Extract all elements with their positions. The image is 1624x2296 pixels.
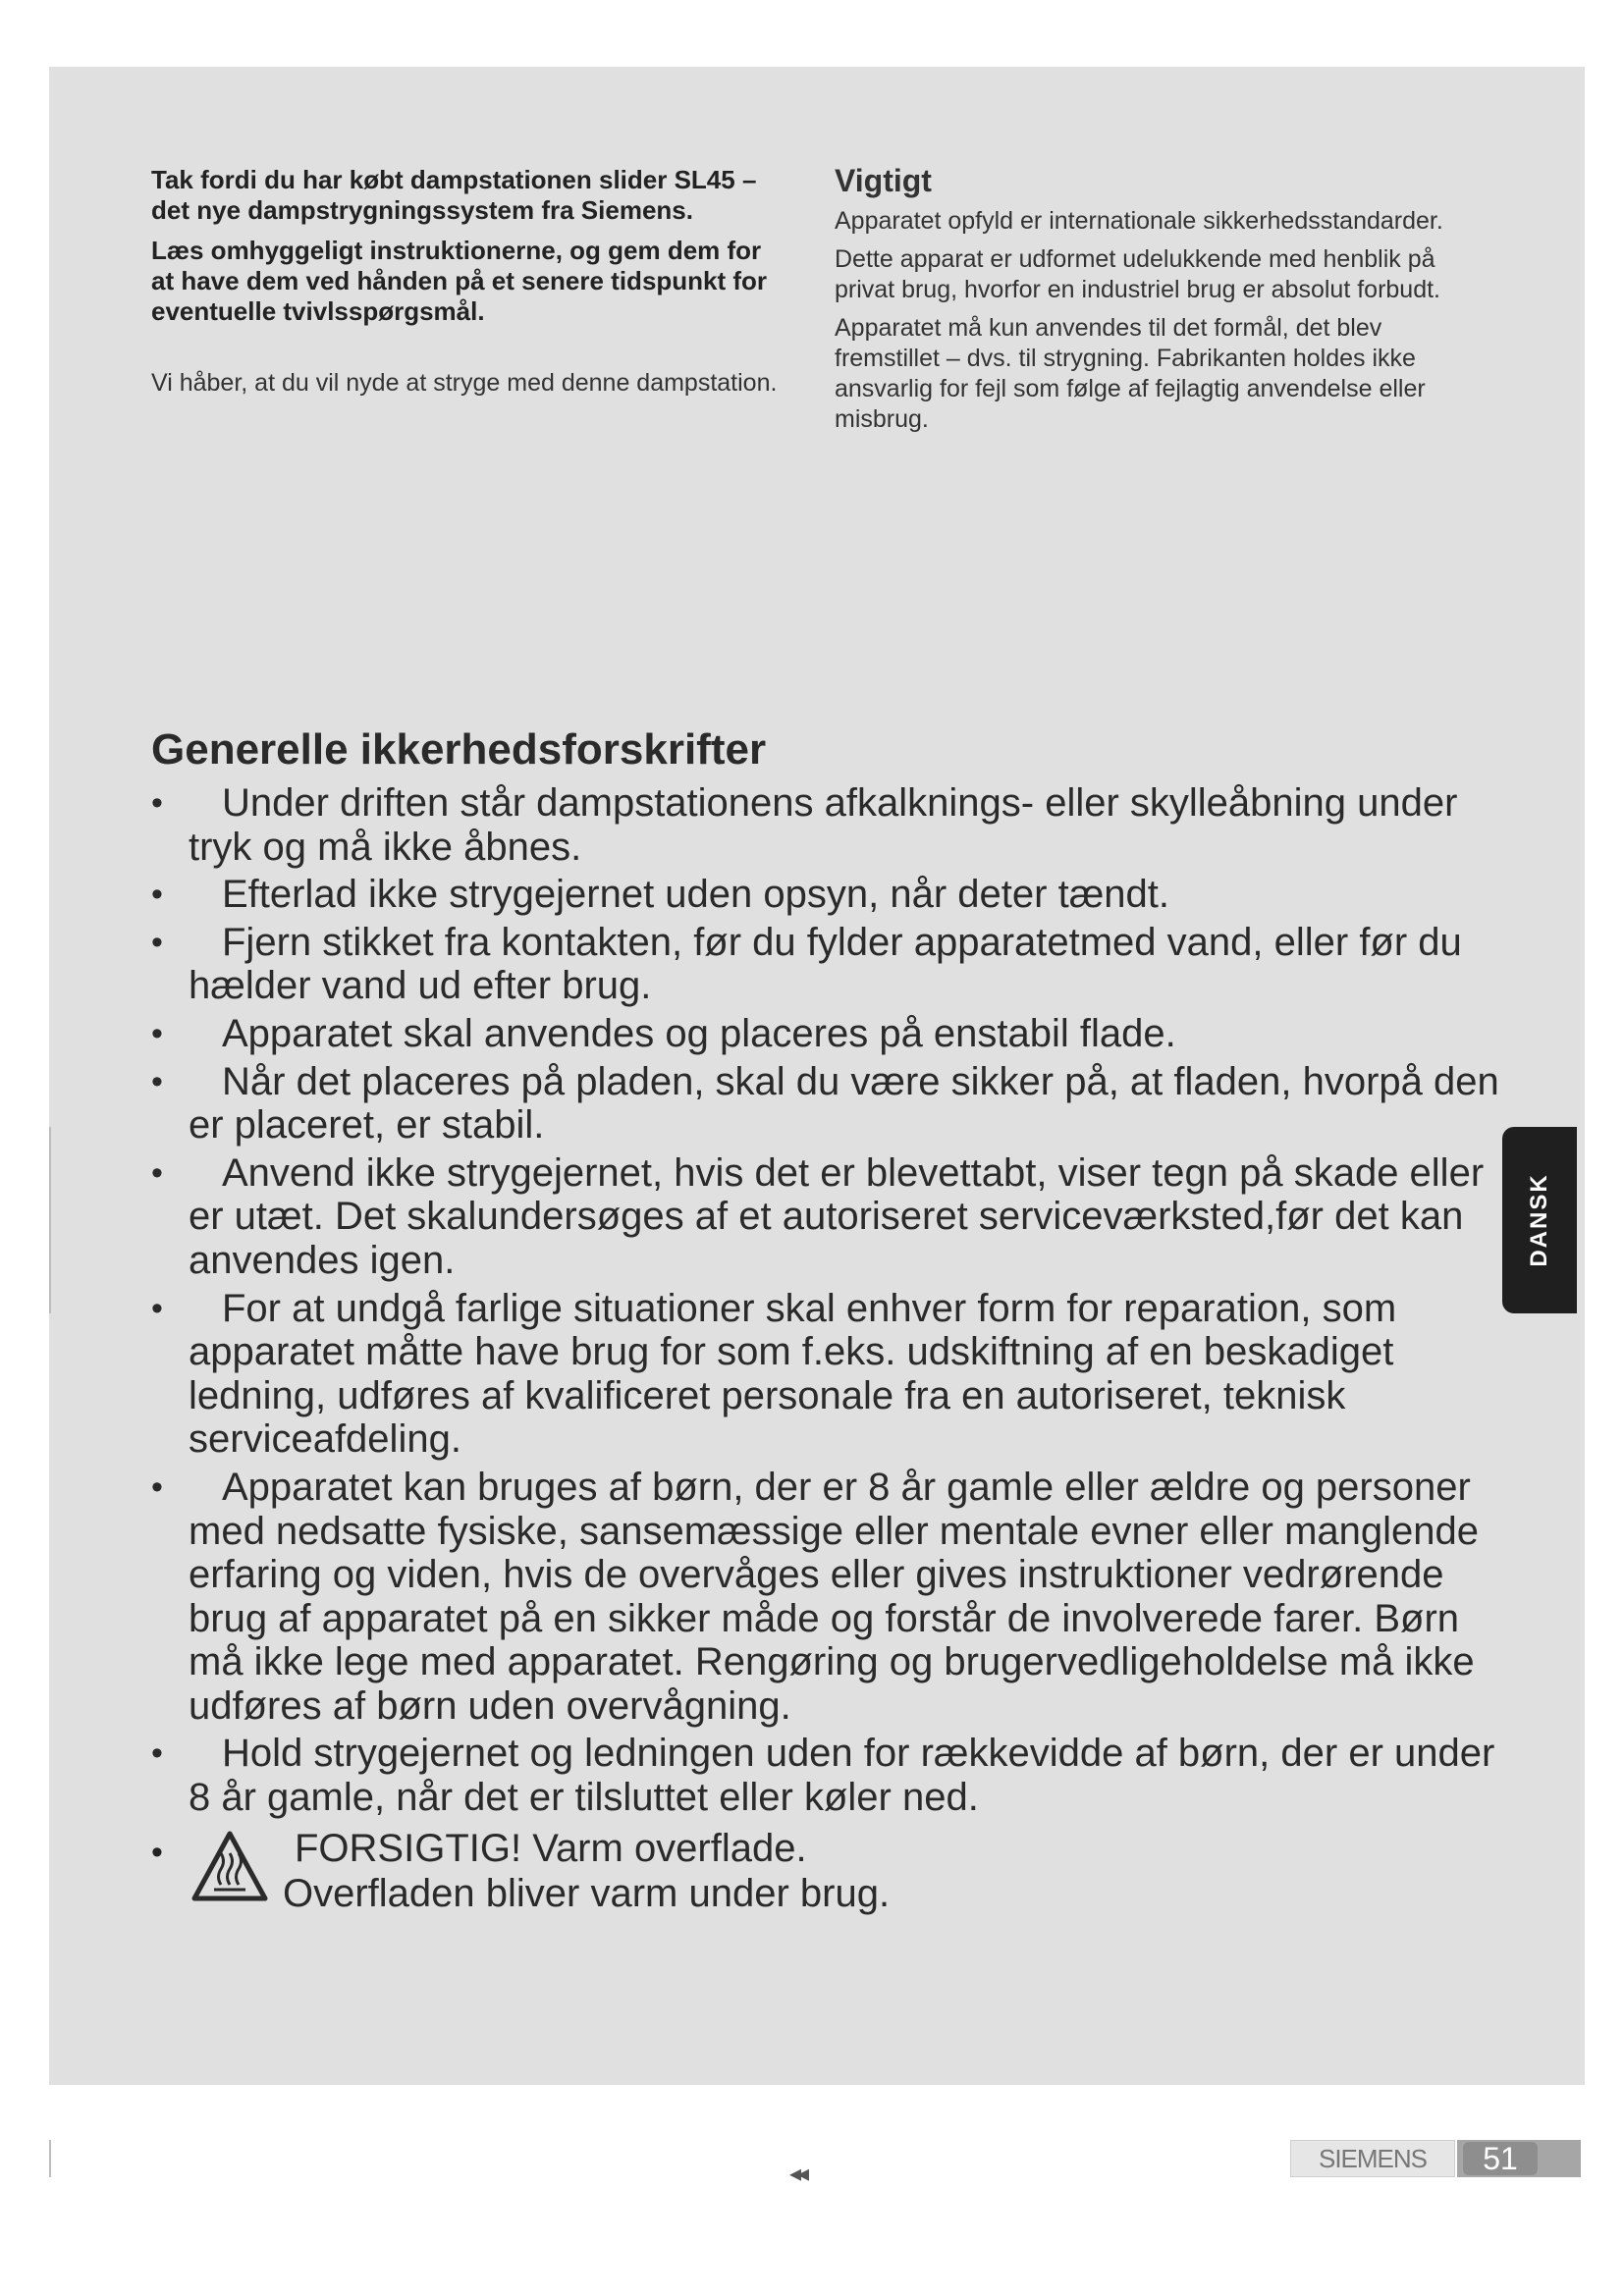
bullet-icon: • <box>151 1289 163 1327</box>
safety-rule <box>151 1466 1506 1729</box>
safety-rule <box>151 781 1506 869</box>
safety-rule-text: Når det placeres på pladen, skal du være sikker på, at fladen, hvorpå den er placeret, er stabil. <box>189 1059 1499 1148</box>
hot-surface-warning-icon <box>190 1830 269 1904</box>
left-footer-rule <box>49 2140 51 2177</box>
page-number: 51 <box>1463 2142 1538 2175</box>
safety-rule-text: Apparatet kan bruges af børn, der er 8 år gamle eller ældre og personer med nedsatte fysiske, sansemæssige eller mentale evner eller manglende erfaring og viden, hvis de overvåges eller gives instruktioner vedrørende brug af apparatet på en sikker måde og forstår de involverede farer. Børn må ikke lege med apparatet. Rengøring og brugervedligeholdelse må ikke udføres af børn uden overvågning. <box>189 1465 1480 1728</box>
safety-rule <box>151 1060 1506 1148</box>
bullet-icon: • <box>151 1833 163 1871</box>
safety-rules-list <box>151 781 1506 1820</box>
intro-thanks: Tak fordi du har købt dampstationen slider SL45 – det nye dampstrygningssystem fra Siemens. <box>151 165 757 225</box>
safety-rule <box>151 921 1506 1008</box>
safety-rule-text: Anvend ikke strygejernet, hvis det er blevettabt, viser tegn på skade eller er utæt. Det skalundersøges af et autoriseret serviceværksted,før det kan anvendes igen. <box>189 1150 1485 1282</box>
safety-rule <box>151 1732 1506 1819</box>
safety-rule <box>151 1151 1506 1283</box>
previous-page-icon[interactable]: ◂◂ <box>789 2161 806 2187</box>
brand-label: SIEMENS <box>1290 2140 1455 2177</box>
intro-column <box>151 165 789 399</box>
safety-rule-text: Efterlad ikke strygejernet uden opsyn, når deter tændt. <box>222 873 1169 917</box>
bullet-icon: • <box>151 784 163 822</box>
important-paragraph: Apparatet opfyld er internationale sikkerhedsstandarder. <box>835 207 1443 235</box>
important-column <box>835 161 1483 443</box>
important-paragraph: Apparatet må kun anvendes til det formål, det blev fremstillet – dvs. til strygning. Fabrikanten holdes ikke ansvarlig for fejl som følge af fejlagtig anvendelse eller misbrug. <box>835 314 1426 433</box>
safety-rule <box>151 1012 1506 1056</box>
safety-rule-text: Apparatet skal anvendes og placeres på enstabil flade. <box>222 1011 1176 1055</box>
page-number-bar <box>1457 2140 1581 2177</box>
safety-section <box>151 722 1506 1934</box>
important-title: Vigtigt <box>835 163 932 198</box>
intro-enjoy: Vi håber, at du vil nyde at stryge med denne dampstation. <box>151 369 778 397</box>
important-paragraph: Dette apparat er udformet udelukkende med henblik på privat brug, hvorfor en industriel brug er absolut forbudt. <box>835 245 1441 303</box>
language-tab-label: DANSK <box>1526 1173 1552 1267</box>
bullet-icon: • <box>151 1468 163 1506</box>
safety-rule-text: Fjern stikket fra kontakten, før du fylder apparatetmed vand, eller før du hælder vand ud efter brug. <box>189 920 1462 1008</box>
bullet-icon: • <box>151 923 163 961</box>
bullet-icon: • <box>151 1062 163 1100</box>
safety-rule-text: Under driften står dampstationens afkalknings- eller skylleåbning under tryk og må ikke åbnes. <box>189 781 1458 869</box>
bullet-icon: • <box>151 1153 163 1192</box>
safety-rule <box>151 1287 1506 1462</box>
safety-rule-text: For at undgå farlige situationer skal enhver form for reparation, som apparatet måtte have brug for som f.eks. udskiftning af en beskadiget ledning, udføres af kvalificeret personale fra en autoriseret, teknisk serviceafdeling. <box>189 1286 1397 1462</box>
caution-title: FORSIGTIG! Varm overflade. <box>295 1826 807 1870</box>
left-margin-rule <box>49 1127 51 1313</box>
intro-read-instructions: Læs omhyggeligt instruktionerne, og gem dem for at have dem ved hånden på et senere tidspunkt for eventuelle tvivlsspørgsmål. <box>151 236 768 326</box>
safety-rule <box>151 873 1506 917</box>
safety-title: Generelle ikkerhedsforskrifter <box>151 725 767 774</box>
bullet-icon: • <box>151 1014 163 1052</box>
caution-text: Overfladen bliver varm under brug. <box>283 1871 891 1915</box>
caution-item <box>151 1826 1506 1934</box>
safety-rule-text: Hold strygejernet og ledningen uden for rækkevidde af børn, der er under 8 år gamle, når det er tilsluttet eller køler ned. <box>189 1732 1495 1820</box>
language-tab[interactable] <box>1502 1127 1577 1313</box>
bullet-icon: • <box>151 876 163 914</box>
bullet-icon: • <box>151 1735 163 1773</box>
